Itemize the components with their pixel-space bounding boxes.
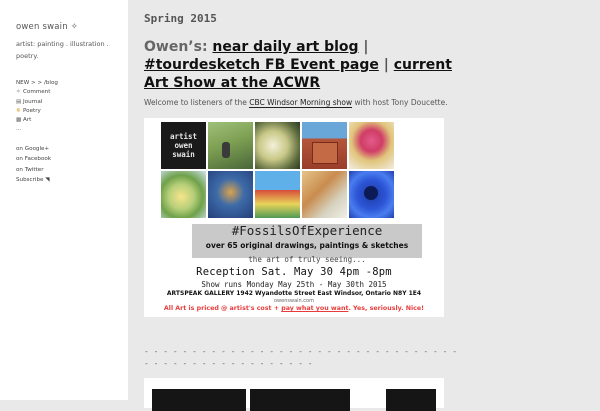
art-icon: ▩ bbox=[16, 117, 22, 124]
pricing-after: . Yes, seriously. Nice! bbox=[348, 305, 425, 312]
dashed-divider: - - - - - - - - - - - - - - - - - - - - - - - - - - - - - - - - - - - - - - - - - - - - - - - - - - - bbox=[144, 347, 458, 368]
painting-tile-sketch bbox=[255, 122, 300, 169]
separator: | bbox=[378, 57, 394, 73]
next-post-image[interactable] bbox=[144, 378, 444, 408]
nav-item-more[interactable] bbox=[16, 125, 58, 134]
sidebar bbox=[0, 0, 128, 400]
image-block bbox=[386, 389, 436, 411]
painting-tile-bird bbox=[302, 171, 347, 218]
nav-item-label: Art bbox=[23, 117, 32, 124]
image-block bbox=[250, 389, 350, 411]
nav-item-label: Comment bbox=[23, 89, 51, 96]
intro-after: with host Tony Doucette. bbox=[352, 98, 448, 107]
cbc-windsor-link[interactable]: CBC Windsor Morning show bbox=[249, 98, 353, 107]
social-links bbox=[16, 144, 51, 185]
painting-tile-building bbox=[302, 122, 347, 169]
sidebar-nav bbox=[16, 79, 58, 135]
nav-item-art[interactable] bbox=[16, 116, 58, 125]
nav-item-label: ... bbox=[16, 126, 22, 133]
poster-website: owenswain.com bbox=[274, 298, 314, 304]
social-link-facebook[interactable]: on Facebook bbox=[16, 156, 52, 163]
intro-before: Welcome to listeners of the bbox=[144, 98, 250, 107]
painting-tile-yellow-tree bbox=[161, 171, 206, 218]
pricing-before: All Art is priced @ artist's cost + bbox=[163, 305, 282, 312]
star-icon: ✵ bbox=[16, 107, 21, 114]
nav-item-blog[interactable] bbox=[16, 79, 58, 88]
poster-show-dates: Show runs Monday May 25th - May 30th 2015 bbox=[201, 280, 387, 289]
site-title[interactable]: owen swain ✧ bbox=[16, 22, 79, 32]
artist-line: owen bbox=[174, 141, 193, 150]
poster-subtitle: over 65 original drawings, paintings & sketches bbox=[205, 241, 409, 250]
artist-name-tile bbox=[161, 122, 206, 169]
poster-reception: Reception Sat. May 30 4pm -8pm bbox=[196, 266, 392, 278]
fb-event-link[interactable]: #tourdesketch FB Event page bbox=[144, 57, 379, 73]
main-content bbox=[128, 0, 600, 400]
art-show-link[interactable]: current Art Show at the ACWR bbox=[144, 57, 452, 91]
intro-text bbox=[144, 98, 448, 107]
nav-item-journal[interactable] bbox=[16, 98, 58, 107]
nav-item-label: NEW > > /blog bbox=[16, 80, 58, 86]
nav-item-comment[interactable] bbox=[16, 88, 58, 97]
art-show-poster[interactable] bbox=[144, 118, 444, 317]
artist-line: artist bbox=[169, 132, 198, 141]
painting-tile-tree bbox=[349, 122, 394, 169]
poster-gallery-address: ARTSPEAK GALLERY 1942 Wyandotte Street East Windsor, Ontario N8Y 1E4 bbox=[166, 290, 422, 297]
social-link-googleplus[interactable]: on Google+ bbox=[16, 146, 50, 152]
subscribe-link[interactable]: Subscribe ◥ bbox=[16, 176, 50, 183]
painting-tile-park bbox=[208, 122, 253, 169]
site-description: artist: painting . illustration . poetry. bbox=[16, 40, 109, 60]
painting-tile-guitar bbox=[349, 171, 394, 218]
nav-item-label: Poetry bbox=[23, 107, 41, 114]
nav-item-label: Journal bbox=[23, 98, 43, 105]
post-heading-prefix: Owen’s: bbox=[144, 39, 213, 55]
sparkle-icon: ✧ bbox=[16, 89, 21, 96]
artist-line: swain bbox=[172, 150, 195, 159]
poster-tagline: the art of truly seeing... bbox=[248, 255, 366, 264]
painting-tile-houses bbox=[255, 171, 300, 218]
pricing-underlined: pay what you want bbox=[281, 305, 349, 312]
nav-item-poetry[interactable] bbox=[16, 107, 58, 116]
post-heading bbox=[144, 38, 464, 92]
poster-pricing bbox=[144, 305, 444, 312]
image-block bbox=[152, 389, 246, 411]
separator: | bbox=[358, 39, 369, 55]
journal-icon: ▤ bbox=[16, 98, 22, 105]
poster-hashtag: #FossilsOfExperience bbox=[231, 223, 383, 238]
art-blog-link[interactable]: near daily art blog bbox=[212, 39, 359, 55]
painting-tile-portrait bbox=[208, 171, 253, 218]
page-title: Spring 2015 bbox=[144, 12, 217, 25]
social-link-twitter[interactable]: on Twitter bbox=[16, 166, 44, 173]
